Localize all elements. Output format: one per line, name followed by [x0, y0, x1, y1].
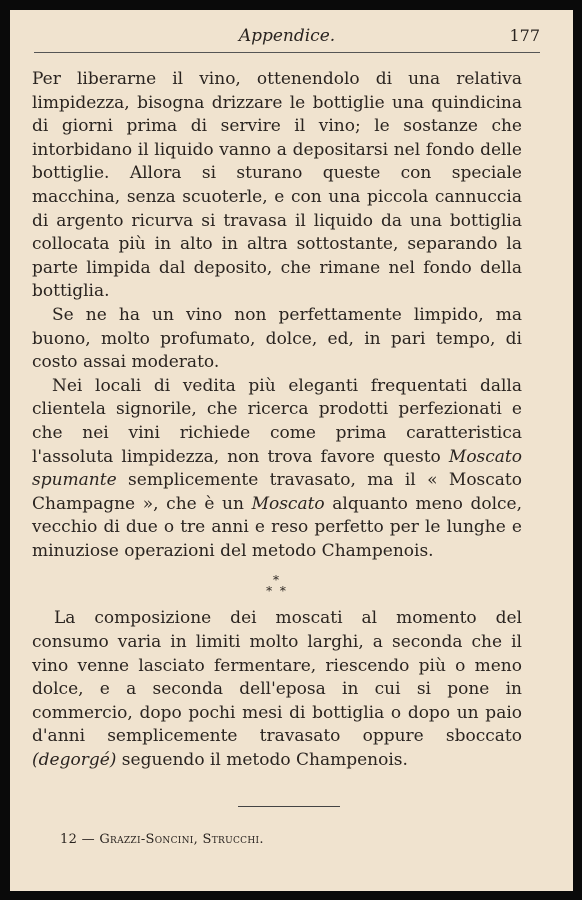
paragraph [32, 304, 522, 375]
page-body [32, 68, 522, 773]
italic-text: Moscato [251, 493, 325, 514]
signature-authors: Grazzi-Soncini, Strucchi. [99, 832, 264, 847]
footer-rule [238, 806, 340, 807]
text-run: Se ne ha un vino non perfettamente limpido, ma buono, molto profumato, dolce, ed, in pari tempo, di costo assai moderato. [32, 304, 522, 373]
page-number: 177 [509, 26, 540, 45]
asterism-top: * [273, 573, 281, 588]
running-header [34, 22, 540, 53]
italic-text: (degorgé) [32, 750, 117, 771]
paragraph [32, 607, 522, 772]
book-page [10, 10, 573, 891]
signature-number: 12 — [60, 832, 95, 847]
text-run: seguendo il metodo Champenois. [116, 750, 408, 771]
asterism-bottom: * * [266, 584, 288, 599]
text-run: Per liberarne il vino, ottenendolo di una relativa limpidezza, bisogna drizzare le bottiglie una quindicina di giorni prima di servire il vino; le sostanze che intorbidano il liquido vanno a depositarsi nel fondo delle bottiglie. Allora si sturano queste con speciale macchina, senza scuoterle, e con una piccola cannuccia di argento ricurva si travasa il liquido da una bottiglia collocata più in alto in altra sottostante, separando la parte limpida dal deposito, che rimane nel fondo della bottiglia. [32, 69, 522, 302]
paragraph [32, 375, 522, 564]
text-run: La composizione dei moscati al momento del consumo varia in limiti molto larghi, a seconda che il vino venne lasciato fermentare, riescendo più o meno dolce, e a seconda dell'eposa in cui si pone in commercio, dopo pochi mesi di bottiglia o dopo un paio d'anni semplicemente travasato oppure sboccato [32, 608, 522, 747]
paragraph [32, 68, 522, 304]
text-run: alquanto meno dolce, vecchio di due o tre anni e reso perfetto per le lunghe e minuziose operazioni del metodo Champenois. [32, 493, 522, 561]
text-run: semplicemente travasato, ma il « Moscato Champagne », che è un [32, 470, 522, 514]
signature-footer [60, 832, 264, 847]
running-title: Appendice. [238, 26, 336, 46]
text-run: Nei locali di vedita più eleganti frequentati dalla clientela signorile, che ricerca prodotti perfezionati e che nei vini richiede come prima caratteristica l'assoluta limpidezza, non trova favore questo [32, 375, 522, 467]
asterism [32, 575, 522, 597]
italic-text: Moscato spumante [32, 446, 522, 491]
